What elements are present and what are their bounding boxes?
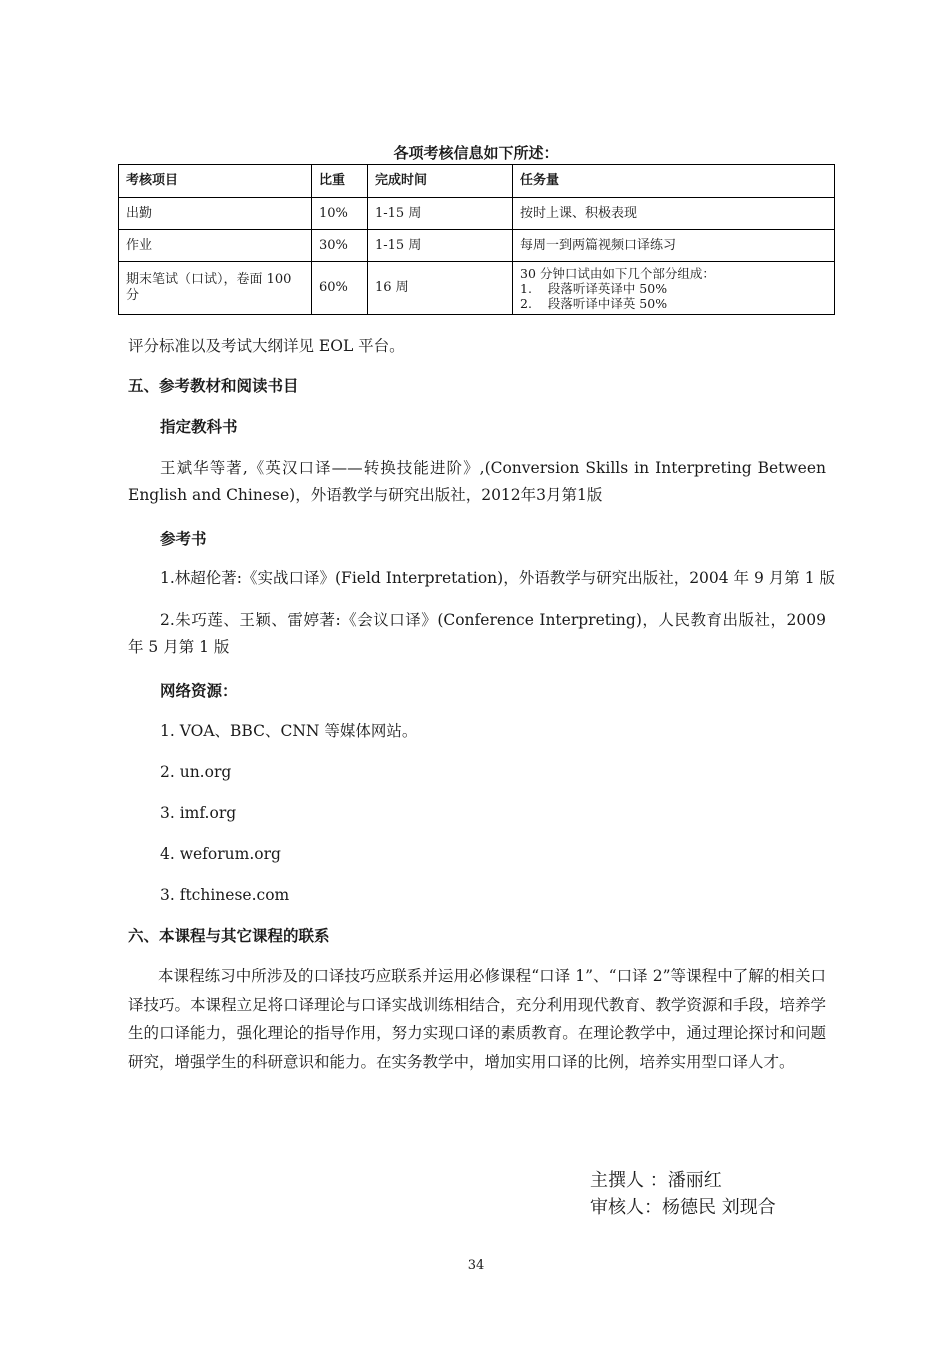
reviewer-signature: 审核人：杨德民 刘现合 (590, 1197, 776, 1218)
task-line: 30 分钟口试由如下几个部分组成： (520, 265, 715, 281)
references-heading: 参考书 (160, 529, 207, 548)
section5-title: 五、参考教材和阅读书目 (128, 376, 299, 395)
table-row (119, 262, 835, 315)
author-signature: 主撰人 ：潘丽红 (590, 1170, 722, 1191)
cell-time: 1-15 周 (368, 230, 513, 262)
cell-item: 作业 (119, 230, 312, 262)
section6-title: 六、本课程与其它课程的联系 (128, 926, 330, 945)
cell-task (513, 262, 835, 315)
cell-weight: 30% (312, 230, 368, 262)
reference-item: 1.林超伦著:《实战口译》(Field Interpretation)，外语教学与研究出版社，2004 年 9 月第 1 版 (160, 569, 835, 587)
cell-time: 16 周 (368, 262, 513, 315)
page-number: 34 (467, 1258, 485, 1273)
web-item: 4. weforum.org (160, 845, 281, 863)
table-header-row (119, 165, 835, 198)
table-caption: 各项考核信息如下所述： (393, 144, 559, 162)
web-item: 3. imf.org (160, 804, 237, 822)
cell-task: 每周一到两篇视频口译练习 (513, 230, 835, 262)
cell-task: 按时上课、积极表现 (513, 198, 835, 230)
header-time: 完成时间 (368, 165, 513, 198)
header-item: 考核项目 (119, 165, 312, 198)
cell-item: 出勤 (119, 198, 312, 230)
web-item: 2. un.org (160, 763, 232, 781)
textbook-heading: 指定教科书 (160, 417, 238, 436)
task-line: 1. 段落听译英译中 50% (520, 280, 668, 296)
cell-weight: 10% (312, 198, 368, 230)
cell-item: 期末笔试（口试），卷面 100 分 (119, 262, 312, 315)
table-row (119, 198, 835, 230)
table-row (119, 230, 835, 262)
cell-weight: 60% (312, 262, 368, 315)
web-heading: 网络资源： (160, 681, 238, 700)
header-task: 任务量 (513, 165, 835, 198)
web-item: 1. VOA、BBC、CNN 等媒体网站。 (160, 722, 418, 740)
assessment-table (118, 164, 835, 315)
cell-time: 1-15 周 (368, 198, 513, 230)
web-item: 3. ftchinese.com (160, 886, 290, 904)
section6-body: 本课程练习中所涉及的口译技巧应联系并运用必修课程“口译 1”、“口译 2”等课程中了解的相关口译技巧。本课程立足将口译理论与口译实战训练相结合，充分利用现代教育、教学资源和手段，培养学生的口译能力，强化理论的指导作用，努力实现口译的素质教育。在理论教学中，通过理论探讨和问题研究，增强学生的科研意识和能力。在实务教学中，增加实用口译的比例，培养实用型口译人才。 (128, 967, 826, 1071)
reference-item: 2.朱巧莲、王颖、雷婷著:《会议口译》(Conference Interpreting)，人民教育出版社，2009 年 5 月第 1 版 (128, 611, 826, 656)
task-line: 2. 段落听译中译英 50% (520, 295, 668, 311)
grading-note: 评分标准以及考试大纲详见 EOL 平台。 (128, 337, 405, 355)
header-weight: 比重 (312, 165, 368, 198)
textbook-entry: 王斌华等著,《英汉口译——转换技能进阶》,(Conversion Skills in Interpreting Between English and Chinese)，外语教学与研究出版社，2012年3月第1版 (128, 459, 826, 504)
